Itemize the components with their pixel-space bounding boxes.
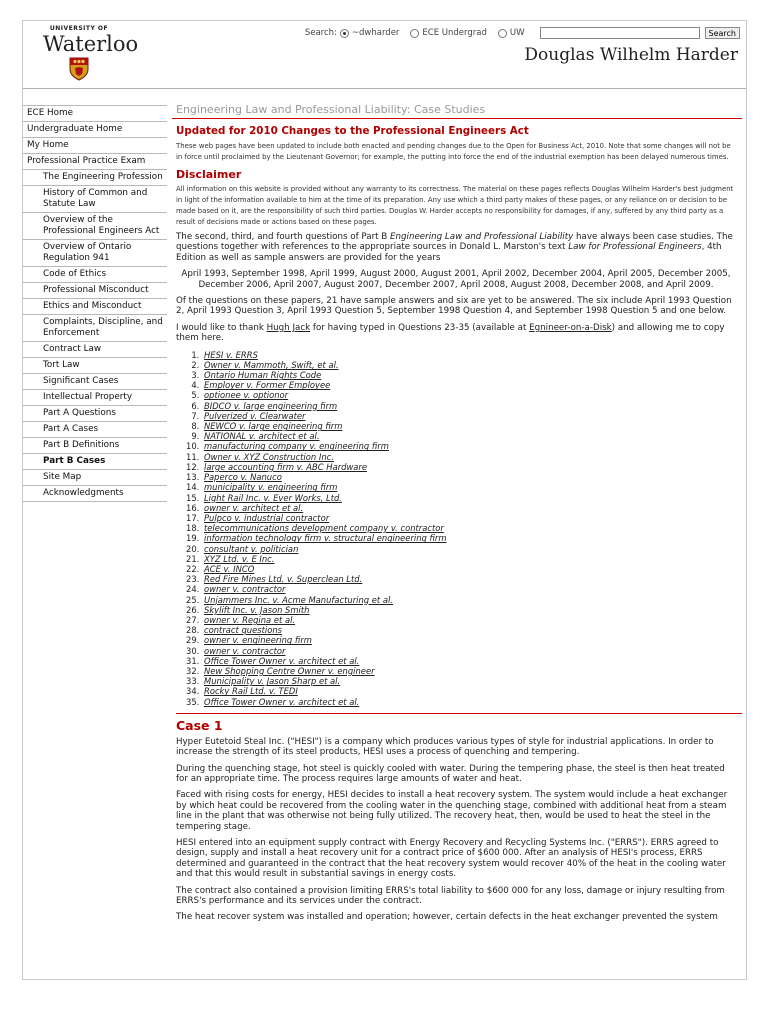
thanks-paragraph: I would like to thank Hugh Jack for having typed in Questions 23-35 (available at Egnineer-on-a-Disk) and allowing me to copy them here. — [176, 322, 725, 344]
sidebar-item[interactable]: Overview of Ontario Regulation 941 — [23, 240, 167, 267]
list-item — [202, 441, 742, 451]
list-item — [202, 462, 742, 472]
case-1-body — [172, 737, 742, 923]
list-item — [202, 421, 742, 431]
case-link[interactable]: Owner v. Mammoth, Swift, et al. — [204, 359, 339, 370]
list-item — [202, 615, 742, 625]
case-link[interactable]: Red Fire Mines Ltd. v. Superclean Ltd. — [204, 574, 363, 585]
case-link[interactable]: ACE v. INCO — [204, 563, 255, 574]
site-header — [23, 21, 746, 89]
case-link[interactable]: owner v. contractor — [204, 584, 286, 595]
list-item — [202, 544, 742, 554]
list-item — [202, 697, 742, 707]
list-item — [202, 574, 742, 584]
sidebar-item[interactable]: History of Common and Statute Law — [23, 186, 167, 213]
list-item — [202, 686, 742, 696]
case-link[interactable]: manufacturing company v. engineering firm — [204, 441, 389, 452]
case-link[interactable]: owner v. architect et al. — [204, 502, 304, 513]
list-item — [202, 625, 742, 635]
search-option-label: ECE Undergrad — [422, 28, 487, 38]
disclaimer-heading: Disclaimer — [176, 168, 242, 181]
sidebar-item[interactable]: Code of Ethics — [23, 267, 167, 283]
case-link[interactable]: Paperco v. Nanuco — [204, 472, 282, 483]
list-item — [202, 564, 742, 574]
logo-name-text: Waterloo — [43, 32, 139, 56]
list-item — [202, 584, 742, 594]
sidebar-item[interactable]: Contract Law — [23, 342, 167, 358]
engineer-on-a-disk-link[interactable]: Egnineer-on-a-Disk — [529, 322, 612, 333]
list-item — [202, 533, 742, 543]
sidebar-item[interactable]: Part B Cases — [23, 454, 167, 470]
case-list — [202, 350, 742, 707]
sidebar-item[interactable]: Part B Definitions — [23, 438, 167, 454]
crest-icon — [69, 57, 89, 81]
list-item — [202, 554, 742, 564]
case-link[interactable]: HESI v. ERRS — [204, 349, 258, 360]
disclaimer-text: All information on this website is provided without any warranty to its correctness. The material on these pages reflects Douglas Wilhelm Harder's best judgment in light of the information available to him at the time of its preparation. Any use which a third party makes of these pages, or any reliance on or decision to be made based on it, are the responsibility of such third parties. Douglas W. Harder accepts no responsibility for damages, if any, suffered by any third party as a result of decisions made or actions based on these pages. — [176, 185, 734, 226]
case-link[interactable]: consultant v. politician — [204, 543, 299, 554]
search-button[interactable]: Search — [705, 27, 740, 39]
case-link[interactable]: Municipality v. Jason Sharp et al. — [204, 676, 341, 687]
sidebar-item[interactable]: Acknowledgments — [23, 486, 167, 502]
sidebar-item[interactable]: Overview of the Professional Engineers Act — [23, 213, 167, 240]
list-item — [202, 452, 742, 462]
case-link[interactable]: owner v. engineering firm — [204, 635, 312, 646]
page — [22, 20, 747, 980]
case-1-heading: Case 1 — [176, 713, 742, 733]
case-link[interactable]: New Shopping Centre Owner v. engineer — [204, 665, 375, 676]
case-link[interactable]: Owner v. XYZ Construction Inc. — [204, 451, 334, 462]
sidebar-item[interactable]: Significant Cases — [23, 374, 167, 390]
search-input[interactable] — [540, 27, 700, 39]
university-logo[interactable] — [43, 25, 139, 81]
case-paragraph: The heat recover system was installed and operation; however, certain defects in the heat exchanger prevented the system — [176, 912, 718, 923]
case-paragraph: The contract also contained a provision limiting ERRS's total liability to $600 000 for any loss, damage or injury resulting from ERRS's performance and its services under the contract. — [176, 885, 725, 907]
case-link[interactable]: NEWCO v. large engineering firm — [204, 421, 343, 432]
sidebar-item[interactable]: Professional Misconduct — [23, 283, 167, 299]
case-link[interactable]: information technology firm v. structural engineering firm — [204, 533, 447, 544]
case-link[interactable]: Pulpco v. industrial contractor — [204, 512, 330, 523]
search-label: Search: — [304, 28, 337, 38]
case-paragraph: HESI entered into an equipment supply contract with Energy Recovery and Recycling Systems Inc. ("ERRS"). ERRS agreed to design, supply and install a heat recovery unit for a contract price of $600 000. After an analysis of HESI's process, ERRS determined and guaranteed in the contract that the heat recovery system would recover 40% of the heat in the cooling water and that this would result in substantial savings in energy costs. — [176, 838, 726, 880]
search-radio-uw[interactable] — [498, 29, 507, 38]
list-item — [202, 390, 742, 400]
sidebar-item[interactable]: My Home — [23, 138, 167, 154]
list-item — [202, 605, 742, 615]
list-item — [202, 370, 742, 380]
exam-years: April 1993, September 1998, April 1999, August 2000, August 2001, April 2002, December 2004, April 2005, December 2005, December 2006, April 2007, August 2007, December 2007, April 2008, August 2008, December 2008, and April 2009. — [181, 269, 731, 290]
case-link[interactable]: Light Rail Inc. v. Ever Works, Ltd. — [204, 492, 342, 503]
list-item — [202, 646, 742, 656]
main-content — [172, 89, 742, 929]
case-link[interactable]: municipality v. engineering firm — [204, 482, 338, 493]
search-radio-ece-undergrad[interactable] — [410, 29, 419, 38]
case-link[interactable]: Skylift Inc. v. Jason Smith — [204, 604, 310, 615]
sidebar-item[interactable]: Undergraduate Home — [23, 122, 167, 138]
list-item — [202, 676, 742, 686]
case-link[interactable]: large accounting firm v. ABC Hardware — [204, 461, 368, 472]
case-link[interactable]: owner v. contractor — [204, 645, 286, 656]
case-link[interactable]: telecommunications development company v. contractor — [204, 523, 444, 534]
list-item — [202, 401, 742, 411]
search-option-label: ~dwharder — [351, 28, 400, 38]
list-item — [202, 360, 742, 370]
case-link[interactable]: Office Tower Owner v. architect et al. — [204, 696, 360, 707]
sidebar-item[interactable]: Intellectual Property — [23, 390, 167, 406]
case-paragraph: Hyper Eutetoid Steal Inc. ("HESI") is a company which produces various types of style for industrial applications. In order to increase the strength of its steel products, HESI uses a process of quenching and tempering. — [176, 736, 714, 758]
case-link[interactable]: Ontario Human Rights Code — [204, 370, 322, 381]
answered-paragraph: Of the questions on these papers, 21 have sample answers and six are yet to be answered. The six include April 1993 Question 2, April 1993 Question 3, April 1993 Question 5, September 1998 Question 4, and September 1998 Question 5 and one below. — [176, 296, 732, 317]
case-link[interactable]: XYZ Ltd. v. E Inc. — [204, 553, 275, 564]
case-link[interactable]: optionee v. optionor — [204, 390, 289, 401]
list-item — [202, 666, 742, 676]
sidebar-item[interactable]: ECE Home — [23, 105, 167, 122]
case-paragraph: Faced with rising costs for energy, HESI decides to install a heat recovery system. The system would include a heat exchanger by which heat could be recovered from the cooling water in the quenching stage, combined with additional heat from a steam line in the plant that was otherwise not being fully utilized. The recovery heat, then, would be used to heat the steel in the tempering stage. — [176, 790, 728, 832]
case-link[interactable]: owner v. Regina et al. — [204, 614, 296, 625]
breadcrumb: Engineering Law and Professional Liability: Case Studies — [172, 103, 742, 119]
case-link[interactable]: Rocky Rail Ltd. v. TEDI — [204, 686, 298, 697]
case-link[interactable]: contract questions — [204, 625, 282, 636]
case-link[interactable]: Unjammers Inc. v. Acme Manufacturing et al. — [204, 594, 393, 605]
list-item — [202, 472, 742, 482]
update-text: These web pages have been updated to include both enacted and pending changes due to the Open for Business Act, 2010. Note that some changes will not be in force until proclaimed by the Lieutenant Governor; for example, the putting into force the end of the industrial exemption has been delayed numerous times. — [176, 142, 731, 161]
list-item — [202, 482, 742, 492]
site-author-title: Douglas Wilhelm Harder — [524, 45, 738, 65]
sidebar-item[interactable]: The Engineering Profession — [23, 170, 167, 186]
intro-paragraph: The second, third, and fourth questions of Part B Engineering Law and Professional Liability have always been case studies. The questions together with references to the appropriate sources in Donald L. Marston's text Law for Professional Engineers, 4th Edition as well as sample answers are provided for the years — [176, 232, 733, 263]
logo-university-text: UNIVERSITY OF — [49, 25, 109, 32]
list-item — [202, 431, 742, 441]
sidebar-item[interactable]: Complaints, Discipline, and Enforcement — [23, 315, 167, 342]
case-link[interactable]: Employer v. Former Employee — [204, 380, 331, 391]
sidebar-item[interactable]: Professional Practice Exam — [23, 154, 167, 170]
sidebar-nav — [23, 89, 167, 502]
case-paragraph: During the quenching stage, hot steel is quickly cooled with water. During the tempering phase, the steel is then heat treated for an appropriate time. The process requires large amounts of water and heat. — [176, 763, 725, 784]
list-item — [202, 656, 742, 666]
list-item — [202, 503, 742, 513]
sidebar-item[interactable]: Part A Cases — [23, 422, 167, 438]
search-radio-dwharder[interactable] — [340, 29, 349, 38]
list-item — [202, 523, 742, 533]
list-item — [202, 635, 742, 645]
list-item — [202, 513, 742, 523]
sidebar-item[interactable]: Part A Questions — [23, 406, 167, 422]
case-link[interactable]: Pulverized v. Clearwater — [204, 410, 306, 421]
search-bar — [305, 27, 740, 39]
sidebar-item[interactable]: Ethics and Misconduct — [23, 299, 167, 315]
list-item — [202, 380, 742, 390]
list-item — [202, 493, 742, 503]
case-link[interactable]: NATIONAL v. architect et al. — [204, 431, 320, 442]
list-item — [202, 350, 742, 360]
case-link[interactable]: BIDCO v. large engineering firm — [204, 400, 338, 411]
case-link[interactable]: Office Tower Owner v. architect et al. — [204, 655, 360, 666]
sidebar-item[interactable]: Tort Law — [23, 358, 167, 374]
hugh-jack-link[interactable]: Hugh Jack — [266, 322, 311, 333]
list-item — [202, 411, 742, 421]
list-item — [202, 595, 742, 605]
update-heading: Updated for 2010 Changes to the Professional Engineers Act — [176, 125, 529, 137]
sidebar-item[interactable]: Site Map — [23, 470, 167, 486]
search-option-label: UW — [509, 28, 525, 38]
